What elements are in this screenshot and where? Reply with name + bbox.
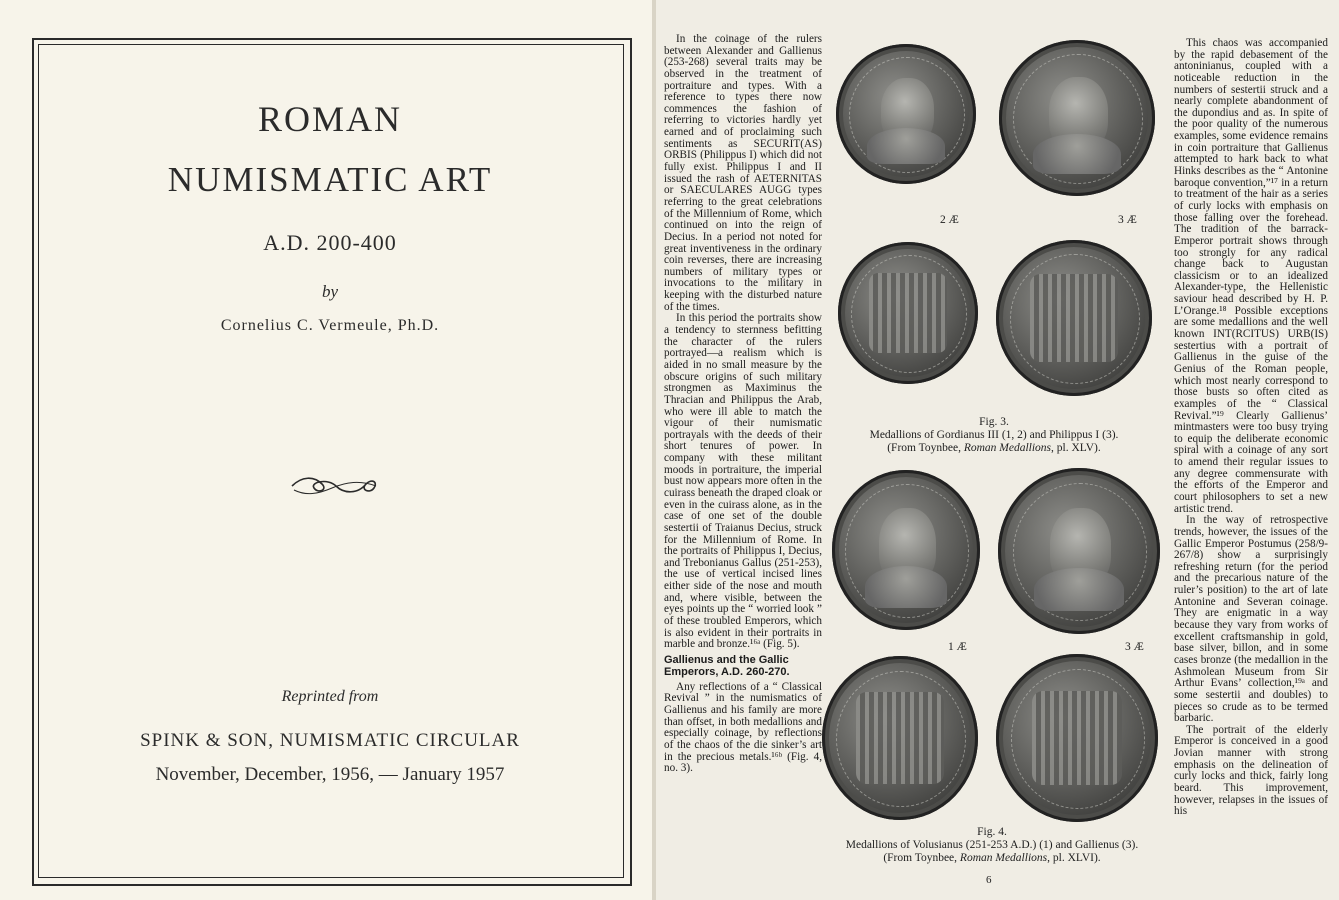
figure-caption-line: Medallions of Gordianus III (1, 2) and Philippus I (3). [869, 428, 1119, 441]
figure-caption-source: (From Toynbee, Roman Medallions, pl. XLV). [887, 441, 1101, 454]
article-column-left [664, 34, 822, 775]
issue-dates: November, December, 1956, — January 1957 [155, 764, 505, 785]
paragraph: In the way of retrospective trends, however, the issues of the Gallic Emperor Postumus (258/9-267/8) show a surprisingly refreshing return (for the period and the precarious nature of the ruler’s position) to the art of late Antonine and Severan coinage. They are enigmatic in a way because they vary from works of excellent craftsmanship in gold, base silver, billon, and in some cases bronze (the medallion in the Ashmolean Museum from Sir Arthur Evans’ collection,¹⁹ᵃ and some sestertii and doubles) to pieces so crude as to be termed barbaric. [1174, 514, 1328, 725]
coin-label: 3 Æ [1118, 214, 1137, 226]
coin-image [838, 242, 978, 384]
figure-caption [826, 416, 1162, 455]
title-line-1: ROMAN [257, 99, 402, 139]
figure-caption-line: Medallions of Volusianus (251-253 A.D.) (1) and Gallienus (3). [845, 838, 1139, 851]
figure-caption-title: Fig. 3. [979, 416, 1009, 428]
coin-label: 2 Æ [940, 214, 959, 226]
coin-label: 1 Æ [948, 641, 967, 653]
reprinted-from: Reprinted from [281, 688, 379, 705]
coin-image [832, 470, 980, 630]
coin-image [822, 656, 978, 820]
publisher: SPINK & SON, NUMISMATIC CIRCULAR [140, 730, 520, 751]
coin-image [998, 468, 1160, 634]
paragraph: Any reflections of a “ Classical Revival ” in the numismatics of Gallienus and his family are more than offset, in both medallions and especially coinage, by reflections of the chaos of the die sinker’s art in the precious metals.¹⁶ᵇ (Fig. 4, no. 3). [664, 680, 822, 775]
coin-image [996, 654, 1158, 822]
author-name: Cornelius C. Vermeule, Ph.D. [220, 317, 440, 334]
coin-image [836, 44, 976, 184]
paragraph: In this period the portraits show a tendency to sternness befitting the character of the rulers portrayed—a realism which is aided in no small measure by the obscure origins of such military strongmen as Maximinus the Thracian and Philippus the Arab, who were ill able to match the vigour of their numismatic portrayals with the deeds of their short tenures of power. In company with these militant moods in portraiture, the imperial bust now appears more often in the cuirass beneath the draped cloak or even in the cuirass alone, as in the case of one set of the double sestertii of Traianus Decius, struck for the Millennium of Rome. In the portraits of Philippus I, Decius, and Trebonianus Gallus (251-253), the use of vertical incised lines either side of the nose and mouth and, where visible, between the eyes points up the “ worried look ” of these troubled Emperors, which is also evident in their portraits in marble and bronze.¹⁶ᵃ (Fig. 5). [664, 312, 822, 651]
figure-caption-source: (From Toynbee, Roman Medallions, pl. XLVI). [883, 851, 1101, 864]
figure-caption-title: Fig. 4. [977, 826, 1007, 838]
paragraph: The portrait of the elderly Emperor is conceived in a good Jovian manner with strong emphasis on the delineation of curly locks and thick, fairly long beard. This improvement, however, relapses in the issues of his [1174, 723, 1328, 818]
by-line: by [321, 282, 339, 301]
coin-image [999, 40, 1155, 196]
section-heading: Gallienus and the Gallic Emperors, A.D. 260-270. [664, 653, 790, 678]
date-range: A.D. 200-400 [263, 230, 397, 255]
article-column-right [1174, 38, 1328, 818]
coin-label: 3 Æ [1125, 641, 1144, 653]
article-page [656, 0, 1339, 900]
title-line-2: NUMISMATIC ART [167, 160, 493, 199]
paragraph: In the coinage of the rulers between Alexander and Gallienus (253-268) several traits may be observed in the treatment of portraiture and types. With a reference to types there now commences the fashion of referring to victories hardly yet earned and of proclaiming such sentiments as SECURIT(AS) ORBIS (Philippus I) which did not fully exist. Philippus I and II issued the rash of AETERNITAS or SAECULARES AUGG types referring to the great celebrations of the Millennium of Rome, which continued on into the reign of Decius. In a period not noted for great inventiveness in the ordinary coin reverses, there are increasing numbers of military types or invocations to the military in keeping with the disturbed nature of the times. [664, 33, 822, 313]
page-number: 6 [986, 874, 992, 886]
flourish-ornament-icon [288, 472, 380, 500]
paragraph: This chaos was accompanied by the rapid debasement of the antoninianus, coupled with a noticeable reduction in the numbers of sestertii struck and a nearly complete abandonment of the dupondius and as. In spite of the poor quality of the numerous examples, some evidence remains in coin portraiture that Gallienus attempted to hark back to what Hinks describes as the “ Antonine baroque convention,”¹⁷ in a return to treatment of the hair as a series of curly locks with emphasis on those falling over the forehead. The tradition of the barrack-Emperor portrait shows through too strongly for any radical change back to Augustan classicism or to an idealized Alexander-type, the Hellenistic saviour head described by H. P. L’Orange.¹⁸ Possible exceptions are some medallions and the well known INT(RCITUS) URB(IS) sestertius with a portrait of Gallienus in the guise of the Genius of the Roman people, which most nearly correspond to those busts so often cited as examples of the “ Classical Revival.”¹⁹ Clearly Gallienus’ mintmasters were too busy trying to equip the deliberate economic spiral with a coinage of any sort to amend their regular issues to any degree commensurate with the efforts of the Emperor and court philosophers to set a new artistic trend. [1174, 37, 1328, 515]
coin-image [996, 240, 1152, 396]
figure-caption [820, 826, 1164, 865]
title-page [0, 0, 652, 900]
